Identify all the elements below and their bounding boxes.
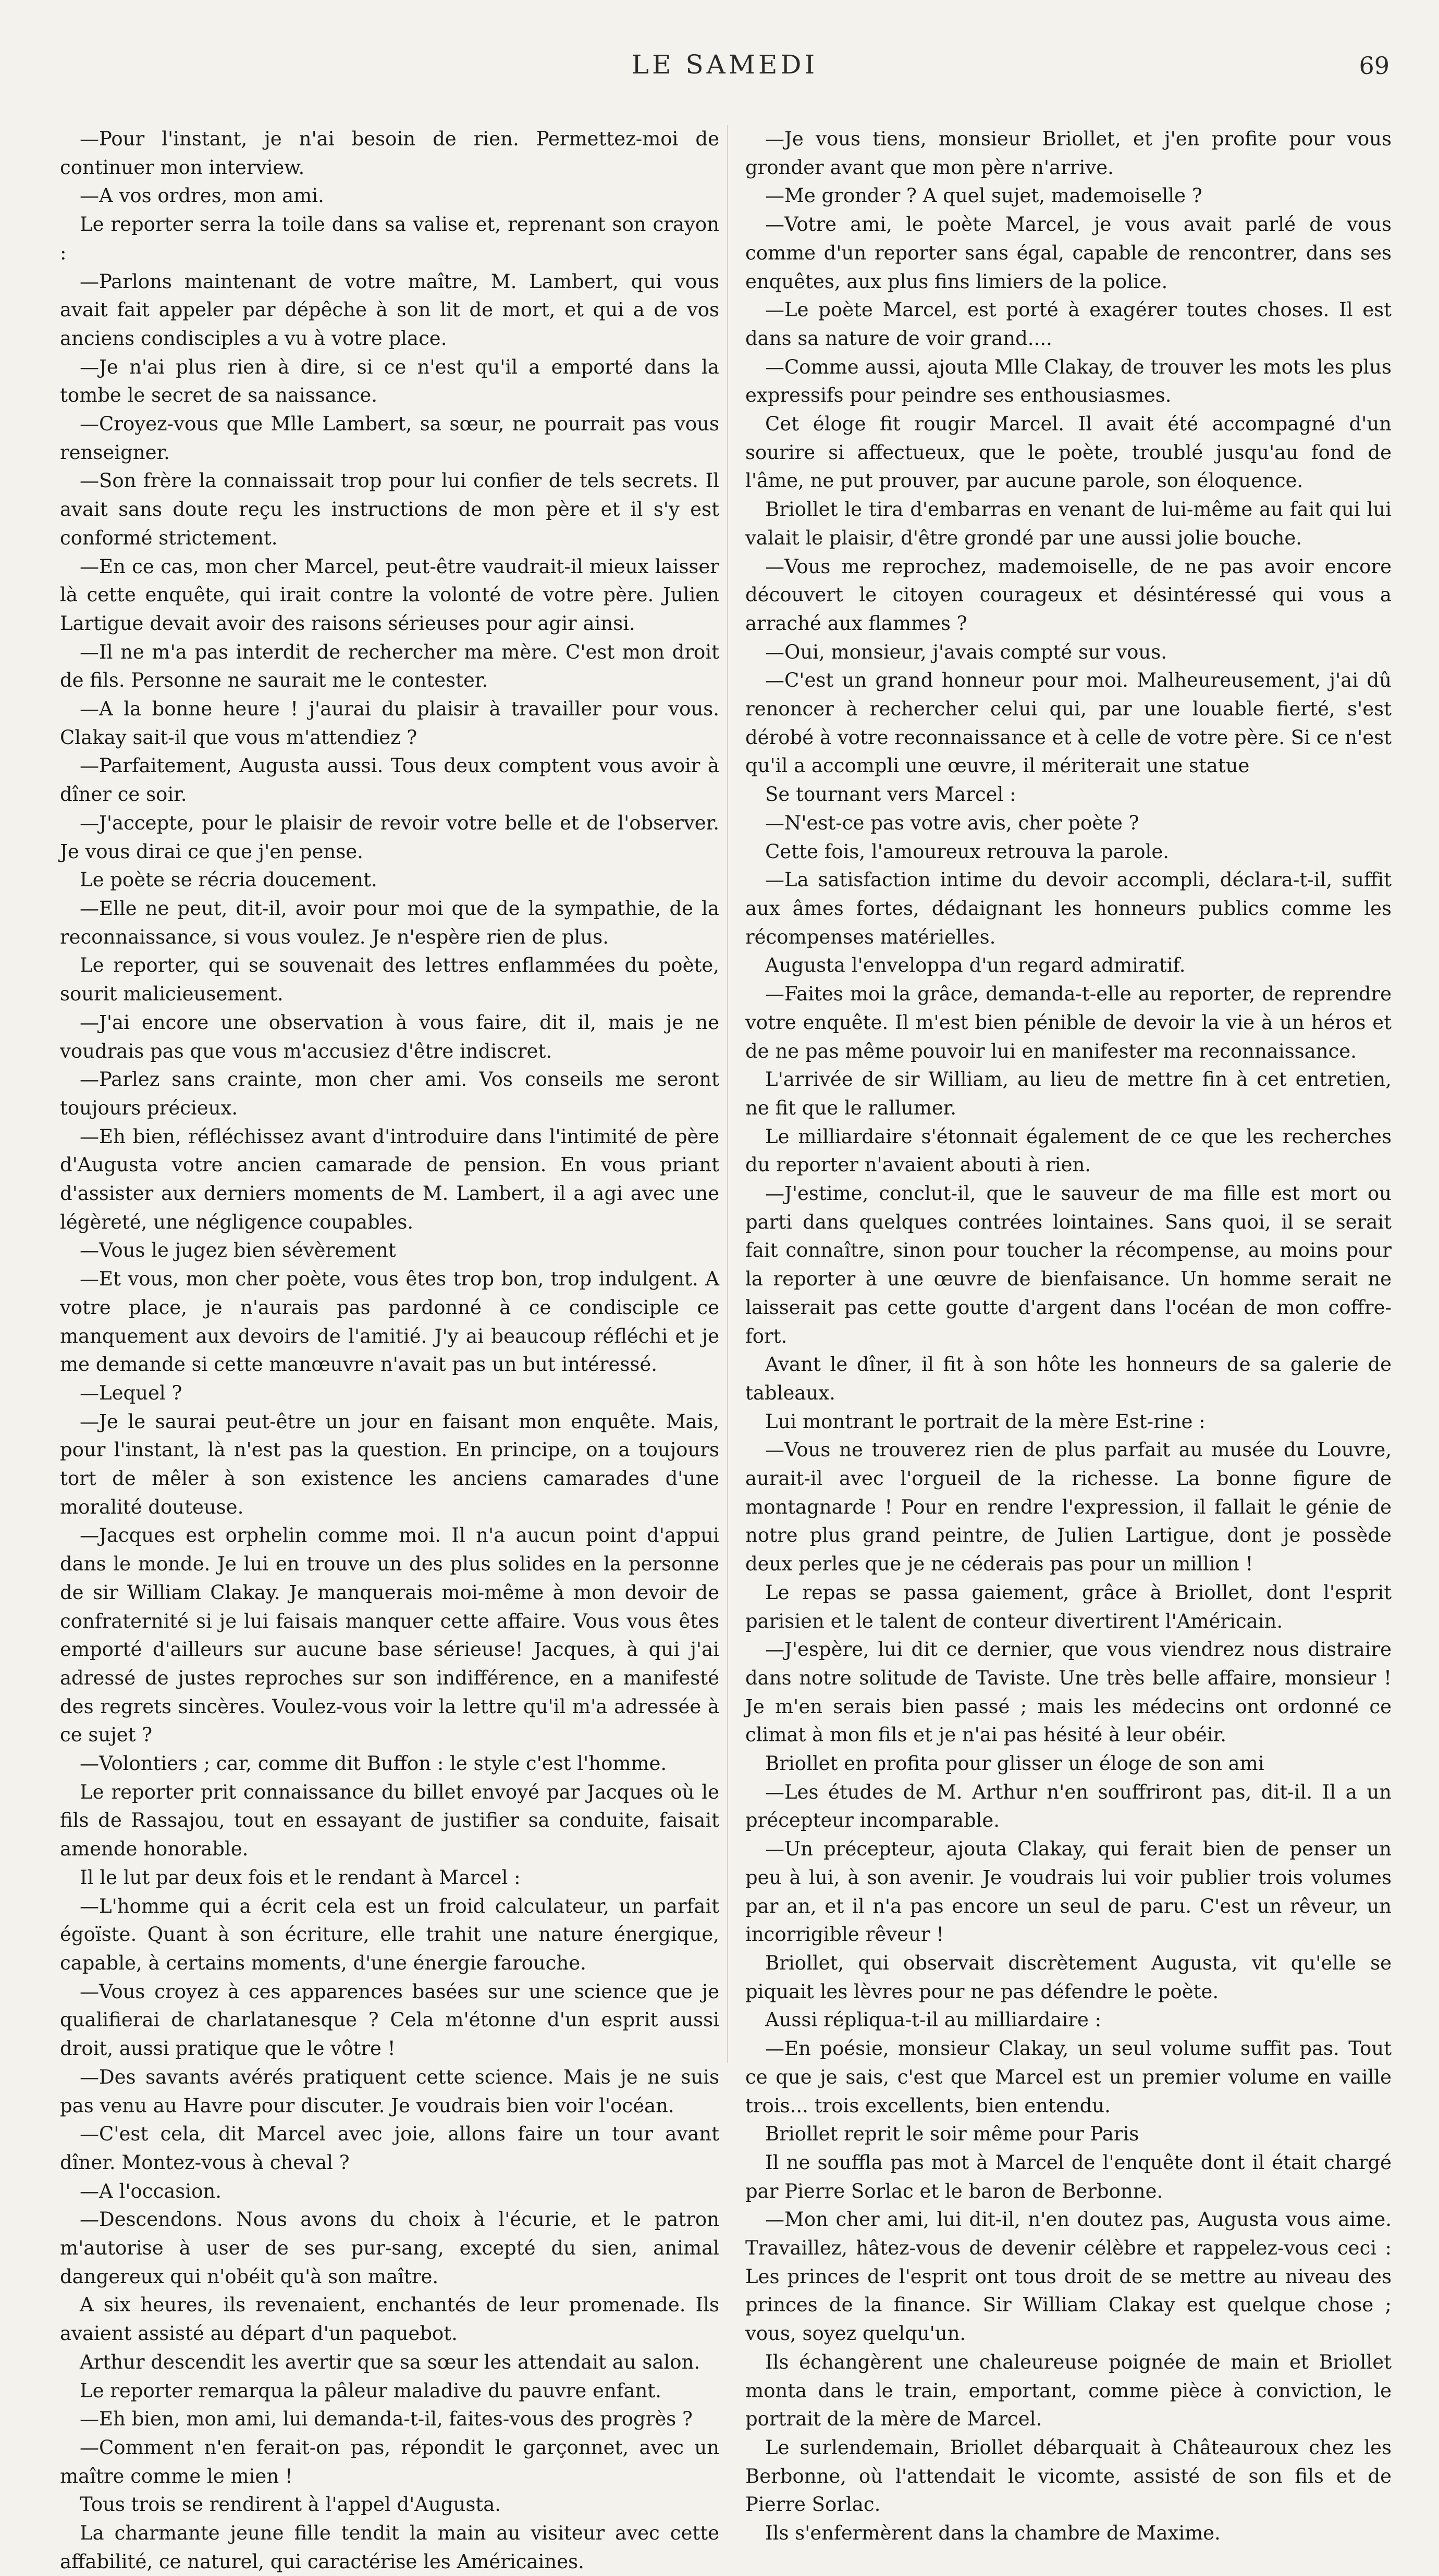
paragraph: —La satisfaction intime du devoir accompli, déclara-t-il, suffit aux âmes fortes, dédaignant les honneurs publics comme les récompenses matérielles. (745, 869, 1392, 948)
paragraph: —C'est un grand honneur pour moi. Malheureusement, j'ai dû renoncer à rechercher celui qui, par une louable fierté, s'est dérobé à votre reconnaissance et à celle de votre père. Si ce n'est qu'il a accompli une œuvre, il mériterait une statue (745, 669, 1392, 777)
paragraph: Briollet le tira d'embarras en venant de lui-même au fait qui lui valait le plaisir, d'être grondé par une aussi jolie bouche. (745, 498, 1392, 549)
paragraph: Ils échangèrent une chaleureuse poignée de main et Briollet monta dans le train, emportant, comme pièce à conviction, le portrait de la mère de Marcel. (745, 2350, 1392, 2431)
paragraph: Cette fois, l'amoureux retrouva la parole. (765, 840, 1170, 863)
left-column (60, 125, 719, 2573)
page-title: LE SAMEDI (631, 49, 818, 80)
paragraph: L'arrivée de sir William, au lieu de mettre fin à cet entretien, ne fit que le rallumer. (745, 1068, 1392, 1119)
paragraph: —Parlons maintenant de votre maître, M. Lambert, qui vous avait fait appeler par dépêche à son lit de mort, et qui a de vos anciens condisciples a vu à votre place. (60, 270, 719, 350)
paragraph: Le reporter remarqua la pâleur maladive du pauvre enfant. (80, 2379, 661, 2402)
paragraph: —En poésie, monsieur Clakay, un seul volume suffit pas. Tout ce que je sais, c'est que Marcel est un premier volume en vaille trois... trois excellents, bien entendu. (745, 2037, 1392, 2117)
paragraph: —J'espère, lui dit ce dernier, que vous viendrez nous distraire dans notre solitude de Taviste. Une très belle affaire, monsieur ! Je m'en serais bien passé ; mais les médecins ont ordonné ce climat à mon fils et je n'ai pas hésité à leur obéir. (745, 1638, 1392, 1747)
paragraph: —L'homme qui a écrit cela est un froid calculateur, un parfait égoïste. Quant à son écriture, elle trahit une nature énergique, capable, à certains moments, d'une énergie farouche. (60, 1894, 719, 1974)
paragraph: Il le lut par deux fois et le rendant à Marcel : (80, 1866, 521, 1889)
paragraph: —Des savants avérés pratiquent cette science. Mais je ne suis pas venu au Havre pour discuter. Je voudrais bien voir l'océan. (60, 2065, 719, 2117)
paragraph: —N'est-ce pas votre avis, cher poète ? (765, 811, 1139, 834)
paragraph: —A vos ordres, mon ami. (80, 184, 324, 207)
paragraph: Se tournant vers Marcel : (765, 783, 1016, 806)
page-number: 69 (1359, 52, 1389, 80)
paragraph: Briollet en profita pour glisser un éloge de son ami (765, 1752, 1264, 1775)
paragraph: —Il ne m'a pas interdit de rechercher ma mère. C'est mon droit de fils. Personne ne saurait me le contester. (60, 640, 719, 692)
paragraph: —Mon cher ami, lui dit-il, n'en doutez pas, Augusta vous aime. Travaillez, hâtez-vous de devenir célèbre et rappelez-vous ceci : Les princes de l'esprit ont tous droit de se mettre au niveau des princes de la finance. Sir William Clakay est quelque chose ; vous, soyez quelqu'un. (745, 2208, 1392, 2345)
column-divider (727, 125, 728, 2063)
paragraph: —Volontiers ; car, comme dit Buffon : le style c'est l'homme. (80, 1752, 667, 1775)
paragraph: —Descendons. Nous avons du choix à l'écurie, et le patron m'autorise à user de ses pur-sang, excepté du sien, animal dangereux qui n'obéit qu'à son maître. (60, 2208, 719, 2288)
paragraph: —Me gronder ? A quel sujet, mademoiselle ? (765, 184, 1202, 207)
paragraph: —En ce cas, mon cher Marcel, peut-être vaudrait-il mieux laisser là cette enquête, qui irait contre la volonté de votre père. Julien Lartigue devait avoir des raisons sérieuses pour agir ainsi. (60, 555, 719, 635)
paragraph: Le reporter serra la toile dans sa valise et, reprenant son crayon : (60, 213, 719, 264)
paragraph: —Elle ne peut, dit-il, avoir pour moi que de la sympathie, de la reconnaissance, si vous voulez. Je n'espère rien de plus. (60, 897, 719, 948)
paragraph: —Parfaitement, Augusta aussi. Tous deux comptent vous avoir à dîner ce soir. (60, 754, 719, 806)
paragraph: Tous trois se rendirent à l'appel d'Augusta. (80, 2493, 501, 2516)
paragraph: Le milliardaire s'étonnait également de ce que les recherches du reporter n'avaient abouti à rien. (745, 1125, 1392, 1176)
paragraph: —Et vous, mon cher poète, vous êtes trop bon, trop indulgent. A votre place, je n'aurais pas pardonné à ce condisciple ce manquement aux devoirs de l'amitié. J'y ai beaucoup réfléchi et je me demande si cette manœuvre n'avait pas un but intéressé. (60, 1268, 719, 1376)
paragraph: —Pour l'instant, je n'ai besoin de rien. Permettez-moi de continuer mon interview. (60, 128, 719, 179)
paragraph: —Un précepteur, ajouta Clakay, qui ferait bien de penser un peu à lui, à son avenir. Je voudrais lui voir publier trois volumes par an, et il n'a pas encore un seul de paru. C'est un rêveur, un incorrigible rêveur ! (745, 1838, 1392, 1946)
paragraph: —Croyez-vous que Mlle Lambert, sa sœur, ne pourrait pas vous renseigner. (60, 413, 719, 464)
paragraph: Arthur descendit les avertir que sa sœur les attendait au salon. (80, 2350, 700, 2373)
paragraph: —Son frère la connaissait trop pour lui confier de tels secrets. Il avait sans doute reçu les instructions de mon père et il s'y est conformé strictement. (60, 469, 719, 549)
paragraph: —Les études de M. Arthur n'en souffriront pas, dit-il. Il a un précepteur incomparable. (745, 1780, 1392, 1832)
paragraph: —Faites moi la grâce, demanda-t-elle au reporter, de reprendre votre enquête. Il m'est bien pénible de devoir la vie à un héros et de ne pas même pouvoir lui en manifester ma reconnaissance. (745, 983, 1392, 1062)
paragraph: —J'ai encore une observation à vous faire, dit il, mais je ne voudrais pas que vous m'accusiez d'être indiscret. (60, 1011, 719, 1062)
paragraph: Cet éloge fit rougir Marcel. Il avait été accompagné d'un sourire si affectueux, que le poète, troublé jusqu'au fond de l'âme, ne put prouver, par aucune parole, son éloquence. (745, 413, 1392, 492)
paragraph: Le reporter prit connaissance du billet envoyé par Jacques où le fils de Rassajou, tout en essayant de justifier sa conduite, faisait amende honorable. (60, 1780, 719, 1861)
paragraph: —Le poète Marcel, est porté à exagérer toutes choses. Il est dans sa nature de voir grand.... (745, 299, 1392, 350)
paragraph: La charmante jeune fille tendit la main au visiteur avec cette affabilité, ce naturel, qui caractérise les Américaines. (60, 2522, 719, 2573)
paragraph: Il ne souffla pas mot à Marcel de l'enquête dont il était chargé par Pierre Sorlac et le baron de Berbonne. (745, 2151, 1392, 2202)
paragraph: —A l'occasion. (80, 2179, 222, 2202)
paragraph: Le reporter, qui se souvenait des lettres enflammées du poète, sourit malicieusement. (60, 954, 719, 1006)
paragraph: Lui montrant le portrait de la mère Est-rine : (765, 1410, 1206, 1433)
paragraph: Le repas se passa gaiement, grâce à Briollet, dont l'esprit parisien et le talent de conteur divertirent l'Américain. (745, 1581, 1392, 1632)
paragraph: —Lequel ? (80, 1381, 182, 1404)
paragraph: —Comment n'en ferait-on pas, répondit le garçonnet, avec un maître comme le mien ! (60, 2436, 719, 2487)
paragraph: A six heures, ils revenaient, enchantés de leur promenade. Ils avaient assisté au départ d'un paquebot. (60, 2294, 719, 2345)
paragraph: —Vous le jugez bien sévèrement (80, 1239, 396, 1262)
paragraph: —Oui, monsieur, j'avais compté sur vous. (765, 640, 1167, 663)
paragraph: Briollet reprit le soir même pour Paris (765, 2123, 1139, 2146)
paragraph: —Parlez sans crainte, mon cher ami. Vos conseils me seront toujours précieux. (60, 1068, 719, 1119)
paragraph: —A la bonne heure ! j'aurai du plaisir à travailler pour vous. Clakay sait-il que vous m'attendiez ? (60, 698, 719, 749)
paragraph: —Je n'ai plus rien à dire, si ce n'est qu'il a emporté dans la tombe le secret de sa naissance. (60, 355, 719, 407)
paragraph: —Eh bien, mon ami, lui demanda-t-il, faites-vous des progrès ? (80, 2408, 693, 2431)
paragraph: —Je le saurai peut-être un jour en faisant mon enquête. Mais, pour l'instant, là n'est pas la question. En principe, on a toujours tort de mêler à son existence les anciens camarades d'une moralité douteuse. (60, 1410, 719, 1518)
paragraph: —C'est cela, dit Marcel avec joie, allons faire un tour avant dîner. Montez-vous à cheval ? (60, 2123, 719, 2174)
paragraph: Briollet, qui observait discrètement Augusta, vit qu'elle se piquait les lèvres pour ne pas défendre le poète. (745, 1952, 1392, 2003)
paragraph: —Comme aussi, ajouta Mlle Clakay, de trouver les mots les plus expressifs pour peindre ses enthousiasmes. (745, 355, 1392, 407)
paragraph: Ils s'enfermèrent dans la chambre de Maxime. (765, 2522, 1221, 2545)
paragraph: —Vous me reprochez, mademoiselle, de ne pas avoir encore découvert le citoyen courageux et désintéressé qui vous a arraché aux flammes ? (745, 555, 1392, 635)
paragraph: —Vous croyez à ces apparences basées sur une science que je qualifierai de charlatanesque ? Cela m'étonne d'un esprit aussi droit, aussi pratique que le vôtre ! (60, 1980, 719, 2060)
paragraph: Le poète se récria doucement. (80, 869, 377, 891)
page-header (60, 49, 1389, 91)
paragraph: Le surlendemain, Briollet débarquait à Châteauroux chez les Berbonne, où l'attendait le vicomte, assisté de son fils et de Pierre Sorlac. (745, 2436, 1392, 2516)
paragraph: —Votre ami, le poète Marcel, je vous avait parlé de vous comme d'un reporter sans égal, capable de rencontrer, dans ses enquêtes, aux plus fins limiers de la police. (745, 213, 1392, 293)
paragraph: —Eh bien, réfléchissez avant d'introduire dans l'intimité de père d'Augusta votre ancien camarade de pension. En vous priant d'assister aux derniers moments de M. Lambert, il a agi avec une légèreté, une négligence coupables. (60, 1125, 719, 1233)
paragraph: Augusta l'enveloppa d'un regard admiratif. (765, 954, 1186, 977)
paragraph: —J'accepte, pour le plaisir de revoir votre belle et de l'observer. Je vous dirai ce que j'en pense. (60, 811, 719, 863)
paragraph: Avant le dîner, il fit à son hôte les honneurs de sa galerie de tableaux. (745, 1353, 1392, 1404)
paragraph: Aussi répliqua-t-il au milliardaire : (765, 2009, 1102, 2032)
paragraph: —Vous ne trouverez rien de plus parfait au musée du Louvre, aurait-il avec l'orgueil de la richesse. La bonne figure de montagnarde ! Pour en rendre l'expression, il fallait le génie de notre plus grand peintre, de Julien Lartigue, dont je possède deux perles que je ne céderais pas pour un million ! (745, 1439, 1392, 1576)
paragraph: —Jacques est orphelin comme moi. Il n'a aucun point d'appui dans le monde. Je lui en trouve un des plus solides en la personne de sir William Clakay. Je manquerais moi-même à mon devoir de confraternité si je lui faisais manquer cette affaire. Vous vous êtes emporté d'ailleurs sur aucune base sérieuse! Jacques, à qui j'ai adressé de justes reproches sur son indifférence, en a manifesté des regrets sincères. Voulez-vous voir la lettre qu'il m'a adressée à ce sujet ? (60, 1524, 719, 1747)
paragraph: —J'estime, conclut-il, que le sauveur de ma fille est mort ou parti dans quelques contrées lointaines. Sans quoi, il se serait fait connaître, sinon pour toucher la récompense, au moins pour la reporter à une œuvre de bienfaisance. Un homme serait ne laisserait pas cette goutte d'argent dans l'océan de mon coffre-fort. (745, 1182, 1392, 1347)
paragraph: —Je vous tiens, monsieur Briollet, et j'en profite pour vous gronder avant que mon père n'arrive. (745, 128, 1392, 179)
right-column (745, 125, 1392, 2545)
